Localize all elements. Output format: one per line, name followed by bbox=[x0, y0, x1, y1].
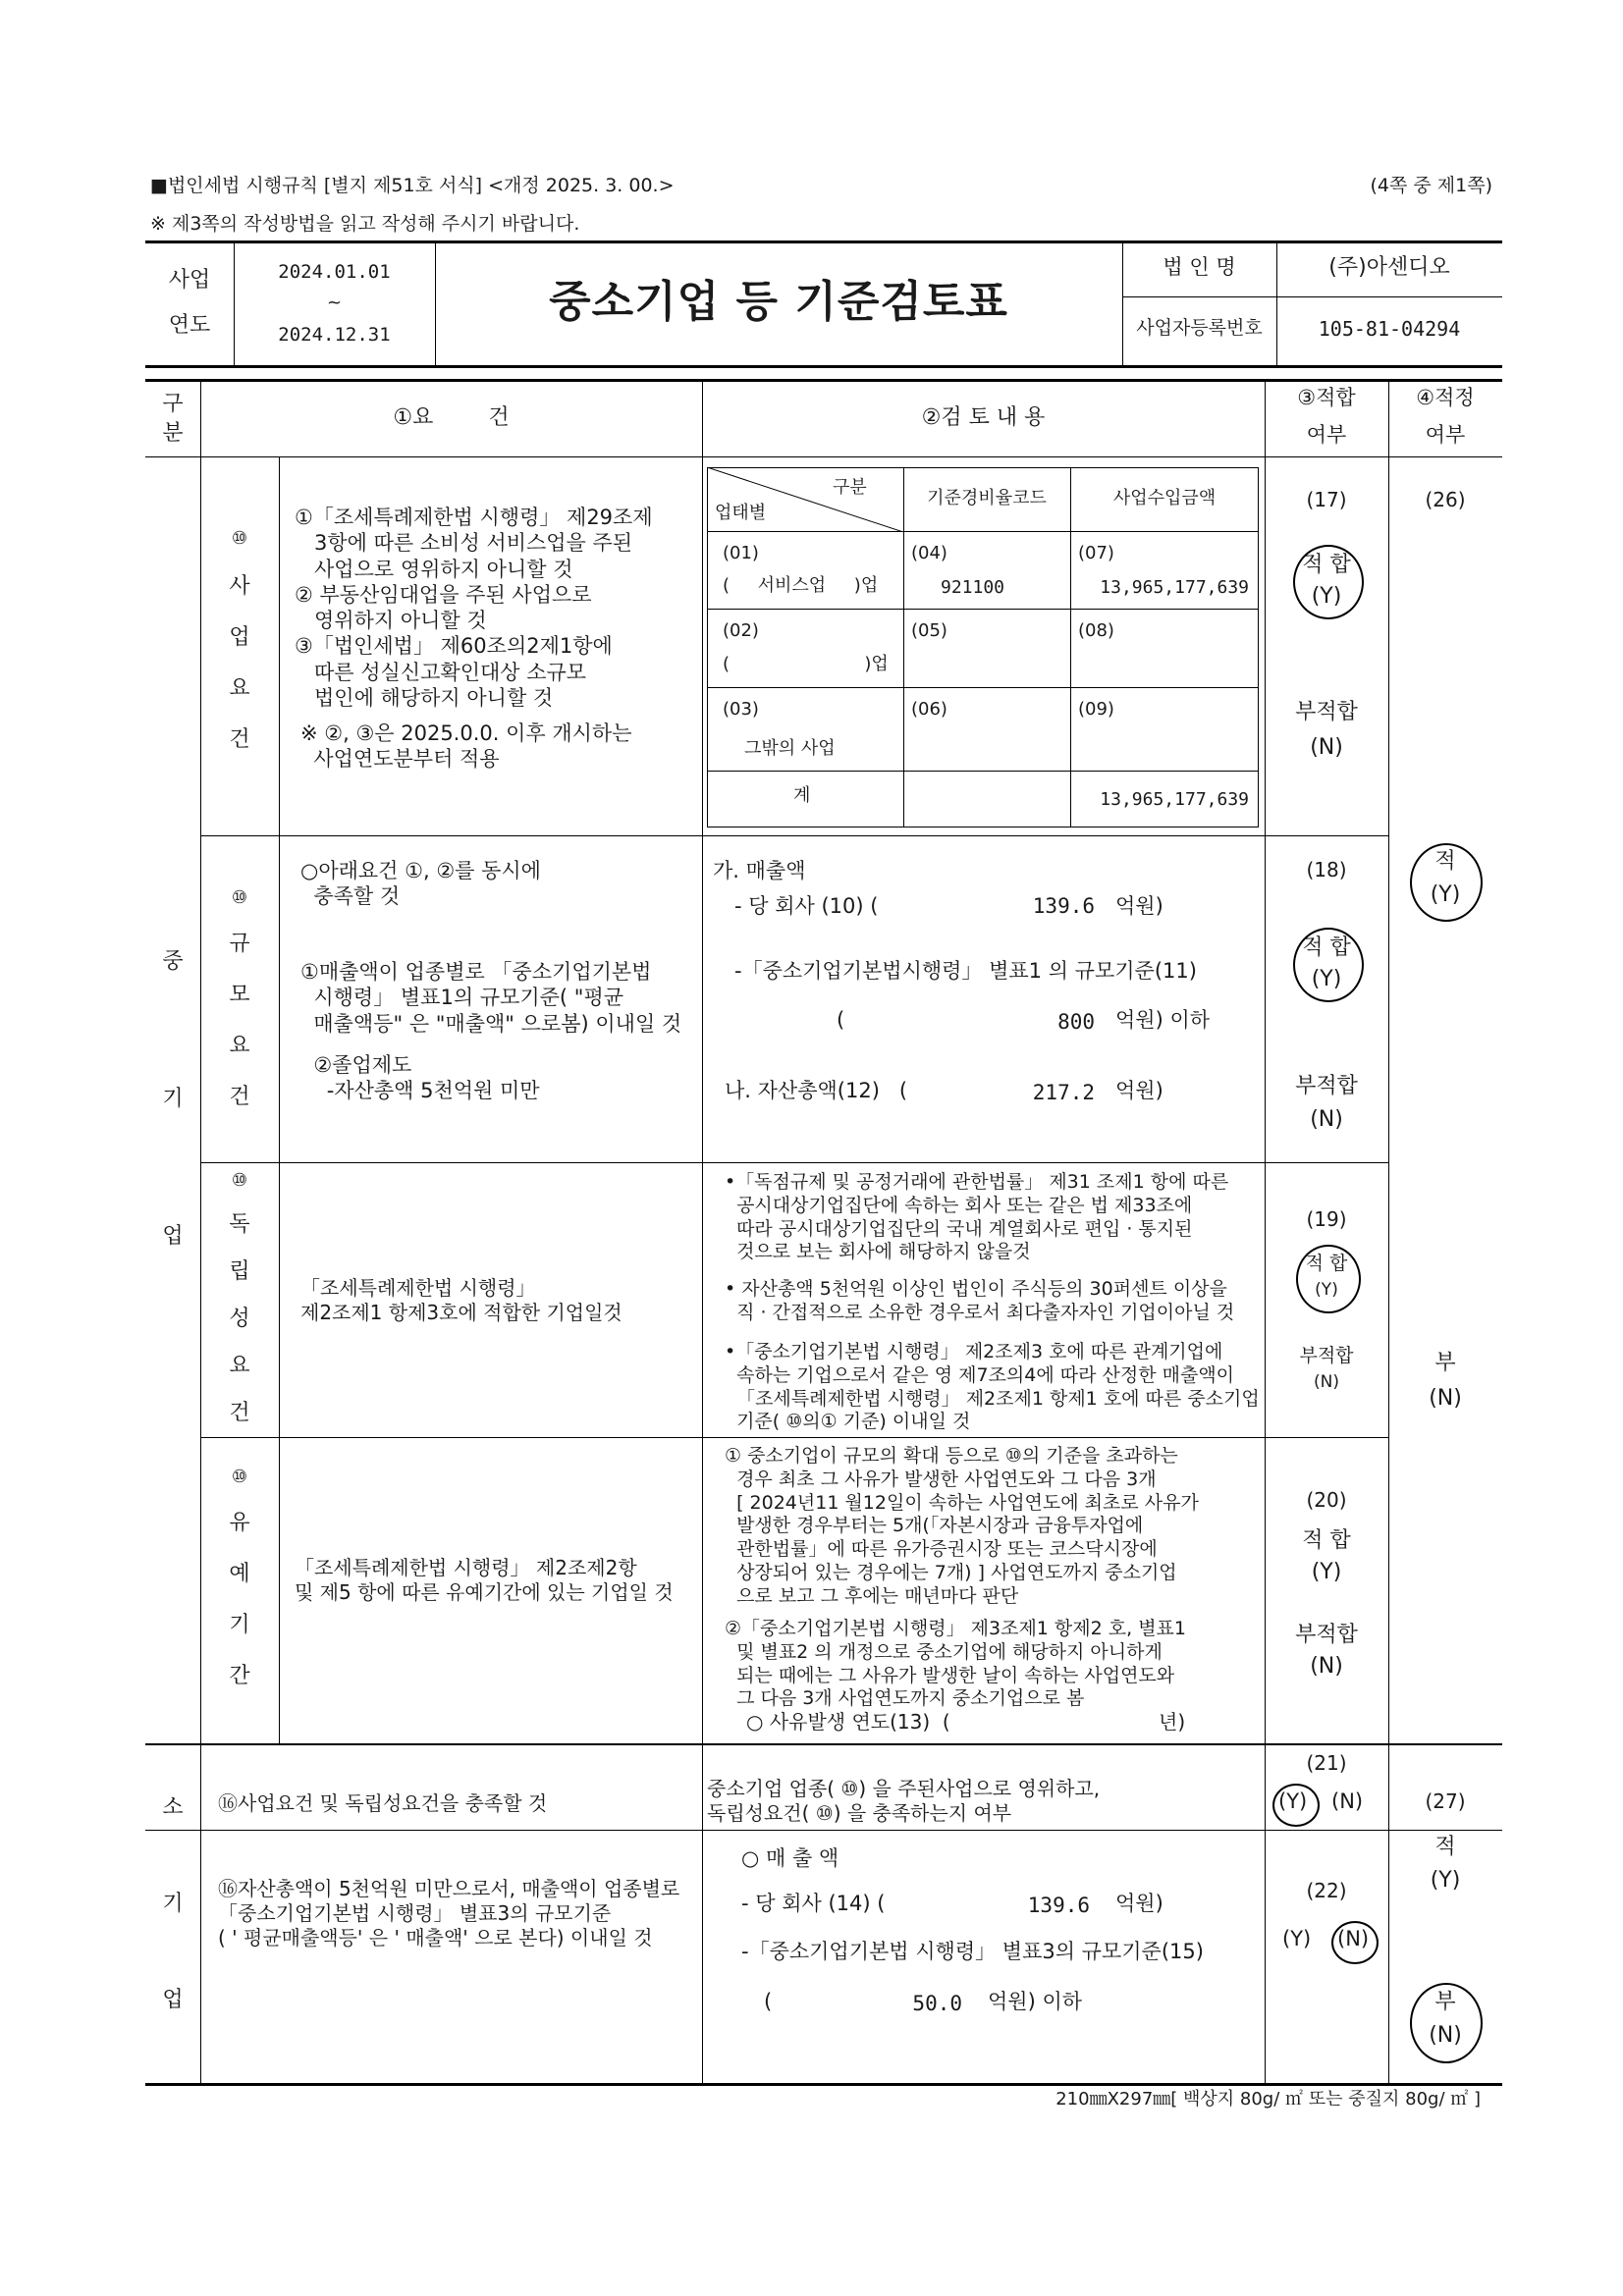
fit-no: 부적합 bbox=[1299, 1345, 1354, 1366]
period-label: 연도 bbox=[168, 313, 211, 338]
proper-no: 부 bbox=[1434, 1351, 1456, 1375]
fit-yes: (Y) bbox=[1311, 1560, 1342, 1584]
fit-yes: (Y) bbox=[1315, 1280, 1338, 1300]
section-label-sme: 중 기 업 bbox=[162, 949, 184, 1249]
fit-yes: (Y) bbox=[1278, 1789, 1308, 1813]
cell-no: (08) bbox=[1078, 620, 1114, 641]
title-top-rule bbox=[145, 240, 1502, 243]
requirement-text: ○아래요건 ①, ②를 동시에 충족할 것 bbox=[300, 859, 541, 909]
review-label: - 당 회사 (10) ( bbox=[734, 894, 879, 918]
row-code: ⑩ bbox=[231, 1467, 248, 1487]
fit-no: 부적합 bbox=[1295, 1623, 1358, 1647]
review-text: 중소기업 업종( ⑩) 을 주된사업으로 영위하고, 독립성요건( ⑩) 을 충족하는지 여부 bbox=[707, 1777, 1101, 1825]
review-label: ( bbox=[837, 1008, 845, 1032]
col-proper: ④적정 bbox=[1416, 386, 1475, 409]
review-heading: 가. 매출액 bbox=[713, 859, 806, 882]
cell-no: (07) bbox=[1078, 543, 1114, 563]
row-line bbox=[200, 1162, 1388, 1163]
review-value: 139.6 bbox=[1027, 1894, 1090, 1917]
col-gubun: 구 bbox=[162, 392, 184, 416]
col-fit: ③적합 bbox=[1297, 386, 1356, 409]
cell-no: (03) bbox=[723, 699, 759, 720]
row-code: ⑩ bbox=[231, 887, 248, 908]
review-unit: 억원) bbox=[1115, 1079, 1163, 1102]
divider bbox=[903, 467, 904, 828]
row-label: 유 예 기 간 bbox=[229, 1511, 250, 1688]
cell-no: (01) bbox=[723, 543, 759, 563]
table-hdr-gubun: 구분 bbox=[833, 477, 867, 498]
row-label: 사 업 요 건 bbox=[229, 574, 250, 752]
period-tilde: ~ bbox=[326, 293, 343, 313]
table-top-rule bbox=[145, 379, 1502, 382]
proper-number: (26) bbox=[1425, 488, 1466, 511]
review-label: ○ 사유발생 연도(13) ( bbox=[746, 1710, 950, 1734]
fit-yes: (Y) bbox=[1311, 967, 1342, 991]
review-unit: 억원) 이하 bbox=[988, 1990, 1083, 2013]
row-line bbox=[145, 1830, 1502, 1831]
proper-yes: 적 bbox=[1434, 849, 1456, 874]
fit-yes: 적 합 bbox=[1302, 553, 1351, 577]
col-gubun: 분 bbox=[162, 421, 184, 446]
fit-no: (N) bbox=[1331, 1789, 1364, 1813]
column-line bbox=[200, 381, 201, 2083]
fit-number: (17) bbox=[1306, 488, 1347, 511]
table-bottom-rule bbox=[145, 2083, 1502, 2086]
review-text: •「독점규제 및 공정거래에 관한법률」 제31 조제1 항에 따른 공시대상기업집단에 속하는 회사 또는 같은 법 제33조에 따라 공시대상기업집단의 국내 계열회사로 편입 · 통지된 것으로 보는 회사에 해당하지 않을것 bbox=[725, 1171, 1229, 1263]
row-code: ⑩ bbox=[231, 528, 248, 549]
proper-number: (27) bbox=[1425, 1789, 1466, 1813]
cell-no: (06) bbox=[911, 699, 947, 720]
fit-number: (19) bbox=[1306, 1207, 1347, 1231]
fit-yes: (Y) bbox=[1311, 584, 1342, 609]
requirement-text: ⑯사업요건 및 독립성요건을 충족할 것 bbox=[218, 1791, 548, 1815]
column-line bbox=[1388, 381, 1389, 2083]
divider bbox=[1122, 296, 1502, 297]
col-review: ②검 토 내 용 bbox=[921, 405, 1046, 430]
row-line bbox=[200, 835, 1388, 836]
fit-yes: 적 합 bbox=[1305, 1253, 1348, 1274]
requirement-text: 「조세특례제한법 시행령」 제2조제1 항제3호에 적합한 기업일것 bbox=[300, 1276, 622, 1324]
fit-no: 부적합 bbox=[1295, 1074, 1358, 1098]
review-text: •「중소기업기본법 시행령」 제2조제3 호에 따른 관계기업에 속하는 기업으로서 같은 영 제7조의4에 따라 산정한 매출액이 「조세특례제한법 시행령」 제2조제1 항제1 호에 따른 중소기업 기준( ⑩의① 기준) 이내일 것 bbox=[725, 1341, 1260, 1433]
form-title: 중소기업 등 기준검토표 bbox=[549, 277, 1008, 327]
paper-spec: 210㎜X297㎜[ 백상지 80g/ ㎡ 또는 중질지 80g/ ㎡ ] bbox=[1055, 2089, 1481, 2109]
col-requirement: ①요 건 bbox=[393, 405, 510, 430]
fit-no: (N) bbox=[1310, 1107, 1343, 1132]
period-end: 2024.12.31 bbox=[278, 324, 391, 346]
col-proper: 여부 bbox=[1425, 423, 1466, 447]
divider bbox=[707, 609, 1259, 610]
review-unit: 억원) bbox=[1115, 894, 1163, 918]
section-line bbox=[145, 1743, 1502, 1745]
requirement-text: 「조세특례제한법 시행령」 제2조제2항 및 제5 항에 따른 유예기간에 있는 기업일 것 bbox=[295, 1556, 674, 1604]
cell-expense-code: 921100 bbox=[941, 577, 1005, 598]
row-label: 규 모 요 건 bbox=[229, 932, 250, 1109]
fit-no: (N) bbox=[1310, 1654, 1343, 1679]
fit-number: (21) bbox=[1306, 1751, 1347, 1775]
section-label-small: 소 기 업 bbox=[162, 1795, 184, 2012]
title-bottom-rule bbox=[145, 365, 1502, 368]
table-hdr-type: 업태별 bbox=[715, 503, 767, 523]
corp-name: (주)아센디오 bbox=[1328, 255, 1450, 280]
divider bbox=[1070, 467, 1071, 828]
review-heading: ○ 매 출 액 bbox=[741, 1846, 839, 1870]
proper-yes: (Y) bbox=[1430, 1868, 1461, 1893]
requirement-text: ①매출액이 업종별로 「중소기업기본법 시행령」 별표1의 규모기준( "평균 매출액등" 은 "매출액" 으로봄) 이내일 것 bbox=[300, 960, 682, 1036]
requirement-text: ⑯자산총액이 5천억원 미만으로서, 매출액이 업종별로 「중소기업기본법 시행령」 별표3의 규모기준 ( ' 평균매출액등' 은 ' 매출액' 으로 본다) 이내일 것 bbox=[218, 1877, 680, 1949]
review-label: ( bbox=[764, 1990, 773, 2013]
fit-yes: (Y) bbox=[1282, 1927, 1312, 1950]
column-line bbox=[279, 457, 280, 1743]
review-value: 800 bbox=[1057, 1010, 1095, 1034]
review-text: ②「중소기업기본법 시행령」 제3조제1 항제2 호, 별표1 및 별표2 의 개정으로 중소기업에 해당하지 아니하게 되는 때에는 그 사유가 발생한 날이 속하는 사업연도와 그 다음 3개 사업연도까지 중소기업으로 봄 bbox=[725, 1618, 1186, 1710]
total-revenue: 13,965,177,639 bbox=[1100, 789, 1249, 810]
review-unit: 억원) bbox=[1115, 1892, 1163, 1915]
corp-name-label: 법 인 명 bbox=[1163, 255, 1236, 279]
cell-revenue: 13,965,177,639 bbox=[1100, 577, 1249, 598]
review-label: 나. 자산총액(12) ( bbox=[725, 1079, 908, 1102]
period-start: 2024.01.01 bbox=[278, 261, 391, 283]
requirement-text: ②졸업제도 -자산총액 5천억원 미만 bbox=[300, 1053, 540, 1103]
proper-no: (N) bbox=[1429, 2023, 1462, 2048]
cell-no: (09) bbox=[1078, 699, 1114, 720]
review-label: -「중소기업기본법 시행령」 별표3의 규모기준(15) bbox=[741, 1940, 1204, 1963]
reg-no: 105-81-04294 bbox=[1318, 317, 1461, 341]
divider bbox=[707, 771, 1259, 772]
total-label: 계 bbox=[793, 785, 811, 806]
review-value: 217.2 bbox=[1032, 1081, 1095, 1104]
cell-business-type: ( )업 bbox=[723, 654, 889, 674]
divider bbox=[707, 687, 1259, 688]
requirement-text: ①「조세특례제한법 시행령」 제29조제 3항에 따른 소비성 서비스업을 주된 사업으로 영위하지 아니할 것 ② 부동산임대업을 주된 사업으로 영위하지 아니할 것 ③「법인세법」 제60조의2제1항에 따른 성실신고확인대상 소규모 법인에 해당하지 아니할 것 bbox=[295, 506, 653, 710]
cell-business-type: 그밖의 사업 bbox=[744, 738, 836, 759]
review-label: - 당 회사 (14) ( bbox=[741, 1892, 886, 1915]
row-line bbox=[200, 1437, 1388, 1438]
fit-yes: 적 합 bbox=[1302, 1528, 1351, 1553]
review-value: 50.0 bbox=[912, 1992, 962, 2015]
table-hdr-code: 기준경비율코드 bbox=[927, 488, 1047, 508]
cell-no: (05) bbox=[911, 620, 947, 641]
review-text: • 자산총액 5천억원 이상인 법인이 주식등의 30퍼센트 이상을 직 · 간접적으로 소유한 경우로서 최다출자자인 기업이아닐 것 bbox=[725, 1278, 1235, 1323]
fit-yes: 적 합 bbox=[1302, 935, 1351, 960]
review-unit: 억원) 이하 bbox=[1115, 1008, 1211, 1032]
column-line bbox=[1265, 381, 1266, 2083]
col-fit: 여부 bbox=[1306, 423, 1347, 447]
fit-number: (22) bbox=[1306, 1879, 1347, 1902]
review-unit: 년) bbox=[1159, 1710, 1186, 1734]
fit-no: (N) bbox=[1310, 735, 1343, 760]
proper-no: (N) bbox=[1429, 1386, 1462, 1411]
fit-no: 부적합 bbox=[1295, 700, 1358, 724]
reg-no-label: 사업자등록번호 bbox=[1136, 317, 1263, 339]
cell-no: (04) bbox=[911, 543, 947, 563]
writing-notice: ※ 제3쪽의 작성방법을 읽고 작성해 주시기 바랍니다. bbox=[150, 213, 580, 235]
fit-number: (18) bbox=[1306, 858, 1347, 881]
proper-no: 부 bbox=[1434, 1990, 1456, 2014]
fit-no: (N) bbox=[1337, 1927, 1370, 1950]
row-code: ⑩ bbox=[231, 1170, 248, 1191]
cell-no: (02) bbox=[723, 620, 759, 641]
form-reference: ■법인세법 시행규칙 [별지 제51호 서식] <개정 2025. 3. 00.> bbox=[150, 175, 675, 196]
header-row-bottom bbox=[145, 456, 1502, 457]
row-label: 독 립 성 요 건 bbox=[229, 1212, 250, 1425]
review-value: 139.6 bbox=[1032, 894, 1095, 918]
page-info: (4쪽 중 제1쪽) bbox=[1370, 175, 1492, 196]
fit-no: (N) bbox=[1314, 1372, 1339, 1392]
requirement-note: ※ ②, ③은 2025.0.0. 이후 개시하는 사업연도분부터 적용 bbox=[300, 721, 632, 772]
cell-business-type: ( 서비스업 )업 bbox=[723, 575, 879, 596]
period-label: 사업 bbox=[168, 268, 211, 293]
review-label: -「중소기업기본법시행령」 별표1 의 규모기준(11) bbox=[734, 959, 1197, 983]
proper-yes: 적 bbox=[1434, 1835, 1456, 1859]
column-line bbox=[702, 381, 703, 2083]
table-hdr-amount: 사업수입금액 bbox=[1112, 488, 1217, 508]
fit-number: (20) bbox=[1306, 1488, 1347, 1512]
proper-yes: (Y) bbox=[1430, 882, 1461, 907]
review-text: ① 중소기업이 규모의 확대 등으로 ⑩의 기준을 초과하는 경우 최초 그 사유가 발생한 사업연도와 그 다음 3개 [ 2024년11 월12일이 속하는 사업연도에 최초로 사유가 발생한 경우부터는 5개(「자본시장과 금융투자업에 관한법률」에 따른 유가증권시장 또는 코스닥시장에 상장되어 있는 경우에는 7개) ] 사업연도까지 중소기업 으로 보고 그 후에는 매년마다 판단 bbox=[725, 1445, 1199, 1607]
